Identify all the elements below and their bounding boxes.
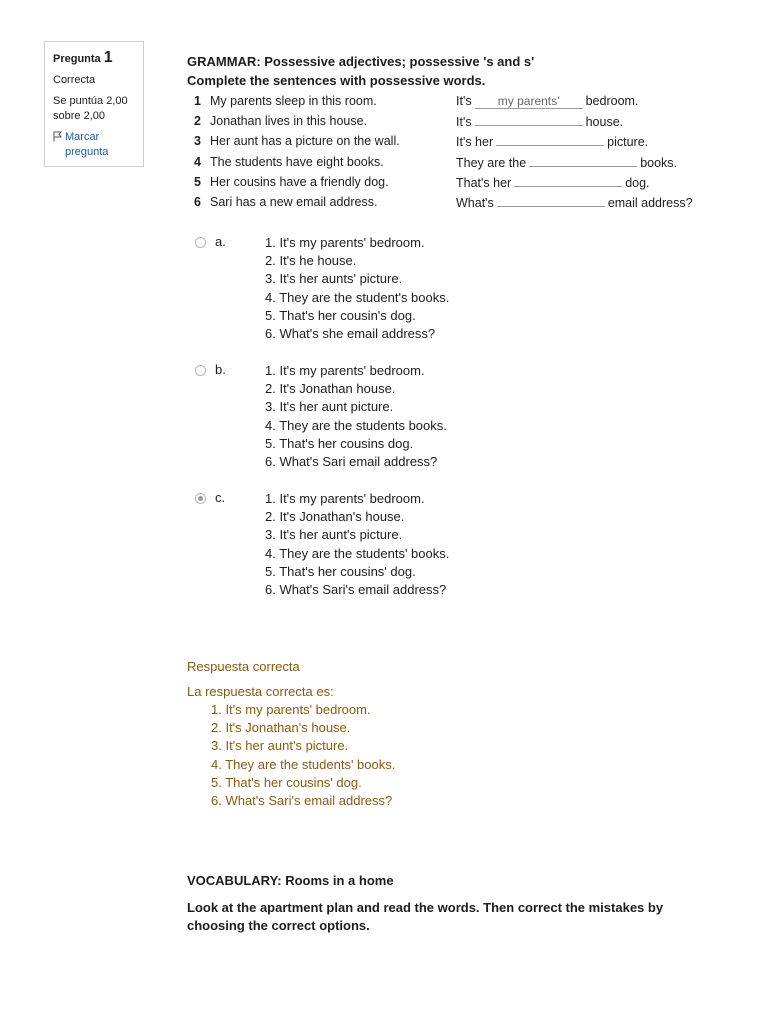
option-line: 5. That's her cousins dog. [265, 435, 414, 451]
row-number: 1 [194, 94, 201, 108]
row-sentence: Her aunt has a picture on the wall. [210, 134, 400, 149]
option-line: 1. It's my parents' bedroom. [265, 235, 425, 250]
feedback-result: Respuesta correcta [187, 659, 300, 674]
question-number: 1 [103, 49, 113, 66]
row-sentence: Her cousins have a friendly dog. [210, 174, 389, 189]
row-number: 5 [194, 174, 201, 189]
answer-suffix: house. [585, 115, 624, 130]
question-label: Pregunta [53, 53, 101, 65]
question-info-box [44, 41, 144, 167]
row-sentence: Jonathan lives in this house. [210, 114, 368, 129]
answer-blank [475, 111, 583, 126]
option-line: 2. It's Jonathan house. [265, 381, 396, 397]
flag-label: Marcar pregunta [65, 131, 109, 158]
option-lines [265, 234, 449, 343]
exercise-row [190, 91, 710, 111]
option-lines [265, 362, 447, 471]
option-b-radio[interactable] [195, 365, 206, 376]
grammar-title: GRAMMAR: Possessive adjectives; possessive 's and s' [187, 54, 535, 69]
option-letter: b. [215, 362, 226, 377]
row-sentence: Sari has a new email address. [210, 194, 378, 209]
row-answer [456, 192, 693, 213]
correct-answer-line: 3. It's her aunt's picture. [211, 738, 349, 754]
question-grade: Se puntúa 2,00 sobre 2,00 [53, 95, 128, 122]
answer-prefix: It's [456, 115, 472, 130]
option-line: 2. It's Jonathan's house. [265, 509, 405, 525]
option-line: 6. What's Sari email address? [265, 453, 438, 469]
question-title [53, 50, 135, 67]
vocabulary-instruction: Look at the apartment plan and read the words. Then correct the mistakes by choosing the correct options. [187, 900, 664, 933]
row-answer [456, 111, 623, 132]
exercise-row [190, 172, 710, 192]
correct-answer-line: 2. It's Jonathan's house. [211, 720, 351, 736]
answer-suffix: picture. [607, 135, 649, 150]
answer-blank [514, 172, 622, 187]
row-number: 2 [194, 114, 201, 129]
answer-suffix: bedroom. [585, 94, 639, 108]
exercise-row [190, 111, 710, 131]
answer-suffix: email address? [607, 195, 693, 210]
correct-answer-line: 6. What's Sari's email address? [211, 792, 393, 808]
correct-answer-list [211, 701, 395, 810]
correct-answer-title: La respuesta correcta es: [187, 684, 334, 699]
option-line: 3. It's her aunt picture. [265, 399, 394, 415]
answer-suffix: dog. [625, 175, 650, 190]
grammar-instruction: Complete the sentences with possessive words. [187, 73, 486, 88]
option-line: 1. It's my parents' bedroom. [265, 363, 425, 378]
row-number: 4 [194, 154, 201, 169]
row-number: 3 [194, 134, 201, 149]
answer-blank [529, 152, 637, 167]
vocabulary-title: VOCABULARY: Rooms in a home [187, 873, 394, 888]
option-line: 3. It's her aunts' picture. [265, 271, 403, 287]
correct-answer-line: 5. That's her cousins' dog. [211, 774, 362, 790]
option-letter: c. [215, 490, 226, 505]
correct-answer-line: 1. It's my parents' bedroom. [211, 702, 371, 717]
option-line: 2. It's he house. [265, 253, 357, 269]
option-line: 4. They are the students' books. [265, 545, 450, 561]
option-line: 3. It's her aunt's picture. [265, 527, 403, 543]
exercise-row [190, 192, 710, 212]
answer-blank [497, 192, 605, 207]
answer-blank [496, 131, 604, 146]
answer-prefix: They are the [456, 155, 527, 170]
option-line: 1. It's my parents' bedroom. [265, 491, 425, 506]
option-line: 6. What's Sari's email address? [265, 581, 447, 597]
flag-question-link[interactable] [53, 130, 135, 160]
answer-prefix: It's [456, 94, 472, 108]
answer-prefix: That's her [456, 175, 512, 190]
option-lines [265, 490, 449, 599]
answer-prefix: What's [456, 195, 494, 210]
row-answer [456, 131, 648, 152]
exercise-table [190, 91, 710, 212]
row-answer [456, 91, 638, 111]
option-line: 4. They are the student's books. [265, 289, 450, 305]
answer-prefix: It's her [456, 135, 494, 150]
option-c-radio[interactable] [195, 493, 206, 504]
answer-suffix: books. [640, 155, 678, 170]
exercise-row [190, 131, 710, 151]
option-line: 6. What's she email address? [265, 325, 436, 341]
row-sentence: The students have eight books. [210, 154, 384, 169]
question-state: Correcta [53, 74, 96, 86]
feedback [187, 658, 395, 810]
row-answer [456, 152, 677, 173]
option-line: 4. They are the students books. [265, 417, 447, 433]
flag-icon [53, 130, 65, 160]
row-answer [456, 172, 650, 193]
answer-blank: my parents' [475, 94, 583, 109]
correct-answer-line: 4. They are the students' books. [211, 756, 396, 772]
option-line: 5. That's her cousins' dog. [265, 563, 416, 579]
exercise-row [190, 152, 710, 172]
row-number: 6 [194, 194, 201, 209]
option-line: 5. That's her cousin's dog. [265, 307, 416, 323]
option-a-radio[interactable] [195, 237, 206, 248]
row-sentence: My parents sleep in this room. [210, 94, 377, 108]
option-letter: a. [215, 234, 226, 249]
